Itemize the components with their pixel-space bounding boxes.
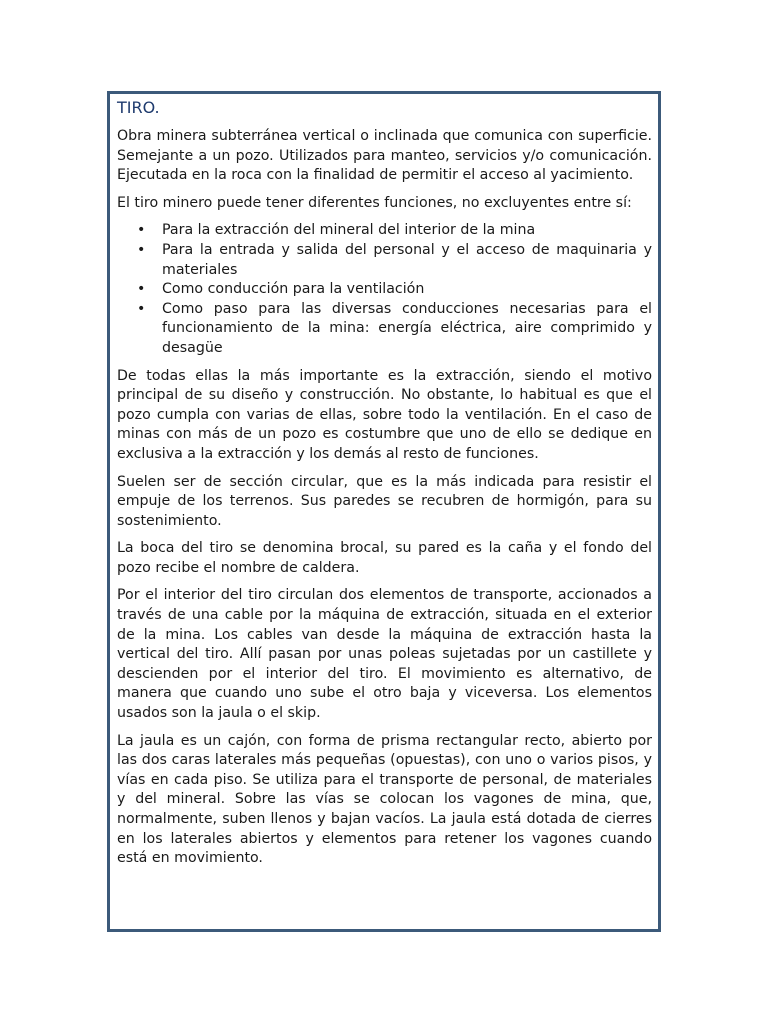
list-item bbox=[117, 221, 652, 241]
list-item bbox=[117, 280, 652, 300]
list-item bbox=[117, 300, 652, 359]
bullet-icon: • bbox=[137, 241, 146, 258]
cage-paragraph: La jaula es un cajón, con forma de prisma rectangular recto, abierto por las dos caras laterales más pequeñas (opuestas), con uno o varios pisos, y vías en cada piso. Se utiliza para el transporte de personal, de materiales y del mineral. Sobre las vías se colocan los vagones de mina, que, normalmente, suben llenos y bajan vacíos. La jaula está dotada de cierres en los laterales abiertos y elementos para retener los vagones cuando está en movimiento. bbox=[117, 732, 652, 867]
list-item-text: Como paso para las diversas conducciones necesarias para el funcionamiento de la mina: energía eléctrica, aire comprimido y desagüe bbox=[162, 300, 652, 356]
intro-paragraph: Obra minera subterránea vertical o inclinada que comunica con superficie. Semejante a un pozo. Utilizados para manteo, servicios y/o comunicación. Ejecutada en la roca con la finalidad de permitir el acceso al yacimiento. bbox=[117, 128, 652, 184]
bullet-icon: • bbox=[137, 281, 146, 298]
document-frame bbox=[107, 91, 661, 932]
brocal-paragraph: La boca del tiro se denomina brocal, su pared es la caña y el fondo del pozo recibe el nombre de caldera. bbox=[117, 540, 652, 576]
bullet-icon: • bbox=[137, 222, 146, 239]
functions-list bbox=[117, 221, 652, 358]
transport-paragraph: Por el interior del tiro circulan dos elementos de transporte, accionados a través de una cable por la máquina de extracción, situada en el exterior de la mina. Los cables van desde la máquina de extracción hasta la vertical del tiro. Allí pasan por unas poleas sujetadas por un castillete y descienden por el interior del tiro. El movimiento es alternativo, de manera que cuando uno sube el otro baja y viceversa. Los elementos usados son la jaula o el skip. bbox=[117, 587, 652, 722]
list-item-text: Para la extracción del mineral del interior de la mina bbox=[162, 222, 536, 239]
page-title: TIRO. bbox=[117, 98, 160, 117]
list-item bbox=[117, 241, 652, 280]
list-item-text: Para la entrada y salida del personal y el acceso de maquinaria y materiales bbox=[162, 241, 652, 278]
document-content bbox=[117, 97, 652, 877]
bullet-icon: • bbox=[137, 300, 146, 317]
section-paragraph: Suelen ser de sección circular, que es la más indicada para resistir el empuje de los terrenos. Sus paredes se recubren de hormigón, para su sostenimiento. bbox=[117, 473, 652, 529]
functions-lead-paragraph: El tiro minero puede tener diferentes funciones, no excluyentes entre sí: bbox=[117, 194, 632, 211]
extraction-paragraph: De todas ellas la más importante es la extracción, siendo el motivo principal de su diseño y construcción. No obstante, lo habitual es que el pozo cumpla con varias de ellas, sobre todo la ventilación. En el caso de minas con más de un pozo es costumbre que uno de ello se dedique en exclusiva a la extracción y los demás al resto de funciones. bbox=[117, 367, 652, 462]
list-item-text: Como conducción para la ventilación bbox=[162, 281, 425, 298]
